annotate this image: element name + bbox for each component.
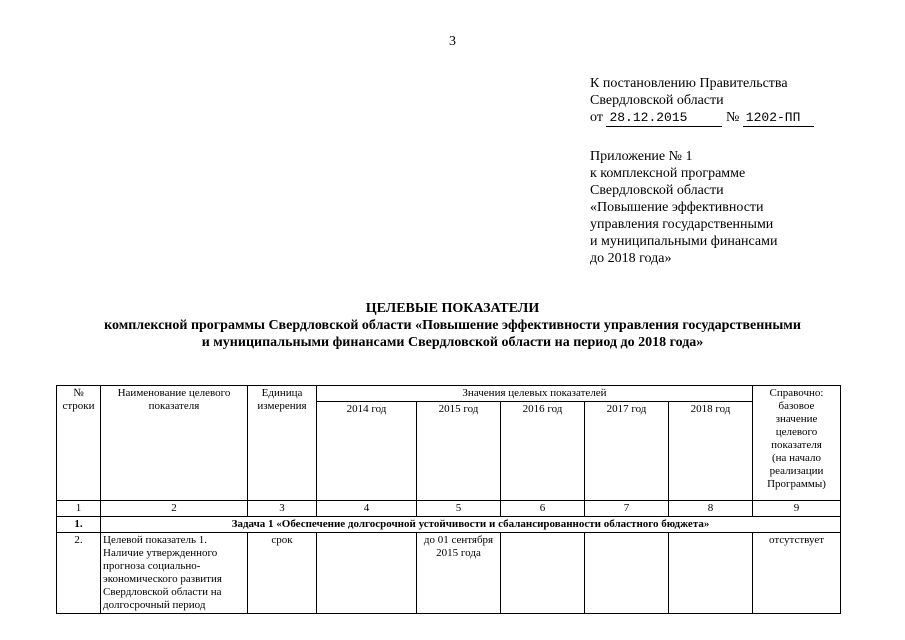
appendix-line: Приложение № 1 (590, 149, 693, 164)
header-year-2015: 2015 год (417, 402, 501, 501)
indicator-row (57, 533, 841, 614)
document-titles (0, 300, 905, 351)
column-number: 3 (248, 501, 317, 517)
decree-from-label: от (590, 110, 603, 125)
column-number: 9 (753, 501, 841, 517)
task-row-number: 1. (57, 517, 101, 533)
decree-reference (590, 75, 814, 127)
column-number: 6 (501, 501, 585, 517)
indicator-value-2014 (317, 533, 417, 614)
decree-line-1: К постановлению Правительства (590, 76, 788, 91)
indicator-value-2018 (669, 533, 753, 614)
indicator-unit: срок (248, 533, 317, 614)
header-row-number: № строки (57, 386, 101, 501)
header-year-2018: 2018 год (669, 402, 753, 501)
target-indicators-table (56, 385, 841, 614)
appendix-line: Свердловской области (590, 183, 724, 198)
header-year-2017: 2017 год (585, 402, 669, 501)
header-reference: Справочно: базовое значение целевого показателя (на начало реализации Программы) (753, 386, 841, 501)
page-number: 3 (449, 34, 456, 49)
document-title: ЦЕЛЕВЫЕ ПОКАЗАТЕЛИ (365, 301, 540, 316)
appendix-block (590, 148, 777, 267)
header-indicator-name: Наименование целевого показателя (101, 386, 248, 501)
decree-number: 1202-ПП (743, 109, 814, 127)
appendix-line: к комплексной программе (590, 166, 746, 181)
indicator-value-2015: до 01 сентября 2015 года (417, 533, 501, 614)
column-number: 4 (317, 501, 417, 517)
column-number: 2 (101, 501, 248, 517)
decree-number-label: № (725, 110, 740, 125)
decree-date: 28.12.2015 (606, 109, 722, 127)
task-row (57, 517, 841, 533)
appendix-line: управления государственными (590, 217, 774, 232)
column-number: 7 (585, 501, 669, 517)
header-values-group: Значения целевых показателей (317, 386, 753, 402)
header-unit: Единица измерения (248, 386, 317, 501)
task-row-text: Задача 1 «Обеспечение долгосрочной устойчивости и сбалансированности областного бюджета» (101, 517, 841, 533)
appendix-line: до 2018 года» (590, 251, 672, 266)
decree-line-3 (590, 109, 814, 127)
column-number: 1 (57, 501, 101, 517)
column-number: 8 (669, 501, 753, 517)
decree-line-2: Свердловской области (590, 93, 724, 108)
indicator-row-number: 2. (57, 533, 101, 614)
appendix-line: «Повышение эффективности (590, 200, 764, 215)
indicator-value-2016 (501, 533, 585, 614)
header-row-1 (57, 386, 841, 402)
indicator-reference-value: отсутствует (753, 533, 841, 614)
indicator-name: Целевой показатель 1. Наличие утвержденного прогноза социально- экономического развития Свердловской области на долгосрочный период (101, 533, 248, 614)
document-subtitle-line-2: и муниципальными финансами Свердловской области на период до 2018 года» (201, 335, 704, 350)
header-year-2014: 2014 год (317, 402, 417, 501)
header-year-2016: 2016 год (501, 402, 585, 501)
document-subtitle-line-1: комплексной программы Свердловской области «Повышение эффективности управления государственными (104, 318, 801, 333)
column-number: 5 (417, 501, 501, 517)
column-numbers-row (57, 501, 841, 517)
appendix-line: и муниципальными финансами (590, 234, 778, 249)
indicator-value-2017 (585, 533, 669, 614)
